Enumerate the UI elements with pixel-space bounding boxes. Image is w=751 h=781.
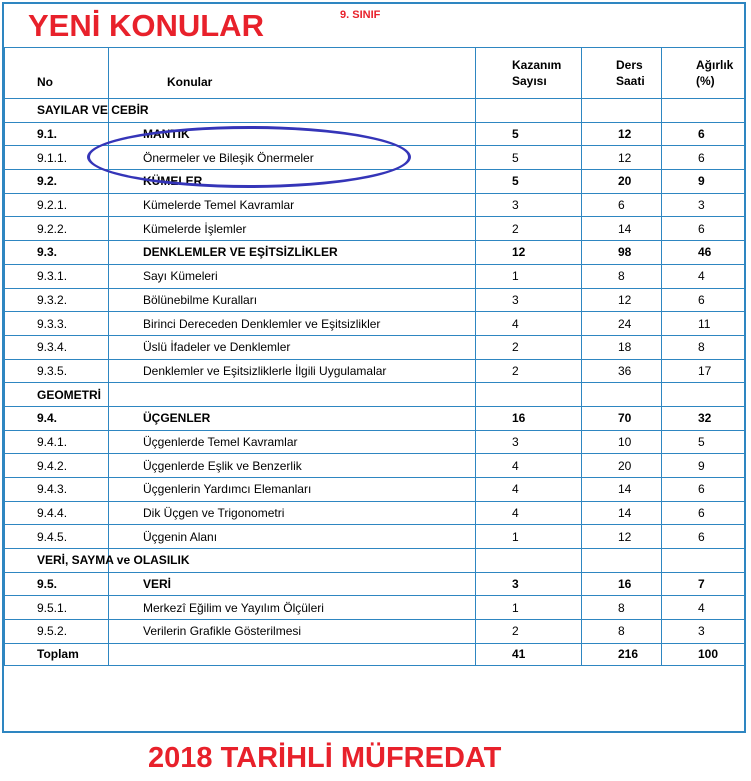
table-row	[5, 335, 745, 359]
section-row	[5, 549, 745, 573]
row-agirlik: 6	[662, 288, 745, 312]
row-topic: Merkezî Eğilim ve Yayılım Ölçüleri	[109, 596, 476, 620]
row-no: 9.3.5.	[5, 359, 109, 383]
row-topic: Bölünebilme Kuralları	[109, 288, 476, 312]
row-ders: 8	[582, 264, 662, 288]
table-row	[5, 454, 745, 478]
row-topic: DENKLEMLER VE EŞİTSİZLİKLER	[109, 241, 476, 265]
table-row	[5, 406, 745, 430]
row-no: 9.5.	[5, 572, 109, 596]
section-title: SAYILAR VE CEBİR	[5, 99, 109, 123]
section-filler	[109, 99, 476, 123]
row-agirlik: 6	[662, 122, 745, 146]
row-ders: 12	[582, 525, 662, 549]
row-agirlik: 5	[662, 430, 745, 454]
row-ders: 12	[582, 146, 662, 170]
row-agirlik: 8	[662, 335, 745, 359]
row-topic: Üslü İfadeler ve Denklemler	[109, 335, 476, 359]
row-agirlik: 4	[662, 596, 745, 620]
row-agirlik: 3	[662, 193, 745, 217]
row-ders: 24	[582, 312, 662, 336]
row-kazanim: 3	[476, 430, 582, 454]
section-title: VERİ, SAYMA ve OLASILIK	[5, 549, 109, 573]
row-kazanim: 4	[476, 454, 582, 478]
header-kazanim: Kazanım Sayısı	[476, 48, 582, 99]
row-kazanim: 4	[476, 501, 582, 525]
row-topic: Dik Üçgen ve Trigonometri	[109, 501, 476, 525]
row-kazanim: 4	[476, 312, 582, 336]
row-ders: 98	[582, 241, 662, 265]
row-kazanim: 1	[476, 264, 582, 288]
section-filler	[476, 383, 582, 407]
row-kazanim: 1	[476, 525, 582, 549]
row-no: 9.4.3.	[5, 478, 109, 502]
row-ders: 6	[582, 193, 662, 217]
row-no: 9.4.2.	[5, 454, 109, 478]
table-row	[5, 312, 745, 336]
row-topic: Kümelerde Temel Kavramlar	[109, 193, 476, 217]
page-title: YENİ KONULAR	[28, 8, 264, 43]
table-header-row	[5, 48, 745, 99]
section-title: GEOMETRİ	[5, 383, 109, 407]
total-kazanim: 41	[476, 643, 582, 665]
total-label: Toplam	[5, 643, 109, 665]
row-kazanim: 2	[476, 620, 582, 644]
table-row	[5, 217, 745, 241]
table-row	[5, 620, 745, 644]
row-agirlik: 6	[662, 146, 745, 170]
table-row	[5, 572, 745, 596]
table-row	[5, 478, 745, 502]
row-topic: Üçgenlerde Temel Kavramlar	[109, 430, 476, 454]
header-agirlik: Ağırlık (%)	[662, 48, 745, 99]
row-ders: 70	[582, 406, 662, 430]
row-no: 9.5.2.	[5, 620, 109, 644]
section-row	[5, 383, 745, 407]
row-no: 9.2.2.	[5, 217, 109, 241]
row-kazanim: 4	[476, 478, 582, 502]
section-filler	[662, 549, 745, 573]
total-agirlik: 100	[662, 643, 745, 665]
section-filler	[662, 99, 745, 123]
row-topic: Kümelerde İşlemler	[109, 217, 476, 241]
row-no: 9.4.1.	[5, 430, 109, 454]
row-kazanim: 3	[476, 193, 582, 217]
row-kazanim: 2	[476, 359, 582, 383]
row-ders: 12	[582, 122, 662, 146]
section-filler	[662, 383, 745, 407]
row-topic: Önermeler ve Bileşik Önermeler	[109, 146, 476, 170]
table-row	[5, 264, 745, 288]
table-row	[5, 430, 745, 454]
row-ders: 10	[582, 430, 662, 454]
total-ders: 216	[582, 643, 662, 665]
section-filler	[109, 383, 476, 407]
section-filler	[582, 99, 662, 123]
row-ders: 8	[582, 596, 662, 620]
row-no: 9.2.	[5, 170, 109, 194]
row-topic: Verilerin Grafikle Gösterilmesi	[109, 620, 476, 644]
row-ders: 14	[582, 217, 662, 241]
row-agirlik: 9	[662, 170, 745, 194]
row-topic: Üçgenlerde Eşlik ve Benzerlik	[109, 454, 476, 478]
section-filler	[476, 99, 582, 123]
row-kazanim: 3	[476, 572, 582, 596]
row-agirlik: 46	[662, 241, 745, 265]
row-topic: MANTIK	[109, 122, 476, 146]
table-row	[5, 193, 745, 217]
total-row	[5, 643, 745, 665]
row-topic: VERİ	[109, 572, 476, 596]
footer-title: 2018 TARİHLİ MÜFREDAT	[148, 742, 502, 774]
row-ders: 16	[582, 572, 662, 596]
row-no: 9.3.	[5, 241, 109, 265]
row-agirlik: 6	[662, 525, 745, 549]
row-kazanim: 1	[476, 596, 582, 620]
row-topic: KÜMELER	[109, 170, 476, 194]
row-agirlik: 4	[662, 264, 745, 288]
table-row	[5, 501, 745, 525]
row-kazanim: 5	[476, 122, 582, 146]
section-filler	[582, 549, 662, 573]
section-filler	[476, 549, 582, 573]
row-agirlik: 6	[662, 478, 745, 502]
header-ders: Ders Saati	[582, 48, 662, 99]
row-topic: ÜÇGENLER	[109, 406, 476, 430]
row-agirlik: 11	[662, 312, 745, 336]
row-topic: Birinci Dereceden Denklemler ve Eşitsizlikler	[109, 312, 476, 336]
row-agirlik: 6	[662, 217, 745, 241]
header-no: No	[5, 48, 109, 99]
row-agirlik: 6	[662, 501, 745, 525]
row-topic: Sayı Kümeleri	[109, 264, 476, 288]
row-topic: Üçgenin Alanı	[109, 525, 476, 549]
row-topic: Denklemler ve Eşitsizliklerle İlgili Uygulamalar	[109, 359, 476, 383]
table-row	[5, 288, 745, 312]
row-ders: 8	[582, 620, 662, 644]
highlight-ellipse	[87, 126, 411, 188]
row-kazanim: 16	[476, 406, 582, 430]
row-kazanim: 3	[476, 288, 582, 312]
row-kazanim: 2	[476, 217, 582, 241]
row-ders: 36	[582, 359, 662, 383]
row-topic: Üçgenlerin Yardımcı Elemanları	[109, 478, 476, 502]
row-agirlik: 32	[662, 406, 745, 430]
row-kazanim: 2	[476, 335, 582, 359]
row-no: 9.3.3.	[5, 312, 109, 336]
row-ders: 12	[582, 288, 662, 312]
row-kazanim: 5	[476, 146, 582, 170]
row-agirlik: 17	[662, 359, 745, 383]
grade-label: 9. SINIF	[340, 9, 381, 21]
total-filler	[109, 643, 476, 665]
row-kazanim: 5	[476, 170, 582, 194]
table-row	[5, 241, 745, 265]
row-no: 9.3.2.	[5, 288, 109, 312]
header-konular: Konular	[109, 48, 476, 99]
section-row	[5, 99, 745, 123]
row-ders: 14	[582, 478, 662, 502]
table-row	[5, 596, 745, 620]
row-no: 9.4.5.	[5, 525, 109, 549]
row-no: 9.4.	[5, 406, 109, 430]
row-no: 9.3.4.	[5, 335, 109, 359]
row-ders: 18	[582, 335, 662, 359]
row-agirlik: 7	[662, 572, 745, 596]
row-ders: 14	[582, 501, 662, 525]
row-no: 9.3.1.	[5, 264, 109, 288]
row-no: 9.4.4.	[5, 501, 109, 525]
row-kazanim: 12	[476, 241, 582, 265]
row-no: 9.1.1.	[5, 146, 109, 170]
row-no: 9.5.1.	[5, 596, 109, 620]
table-row	[5, 525, 745, 549]
row-ders: 20	[582, 454, 662, 478]
table-row	[5, 359, 745, 383]
row-agirlik: 9	[662, 454, 745, 478]
section-filler	[582, 383, 662, 407]
row-no: 9.2.1.	[5, 193, 109, 217]
row-ders: 20	[582, 170, 662, 194]
row-no: 9.1.	[5, 122, 109, 146]
row-agirlik: 3	[662, 620, 745, 644]
